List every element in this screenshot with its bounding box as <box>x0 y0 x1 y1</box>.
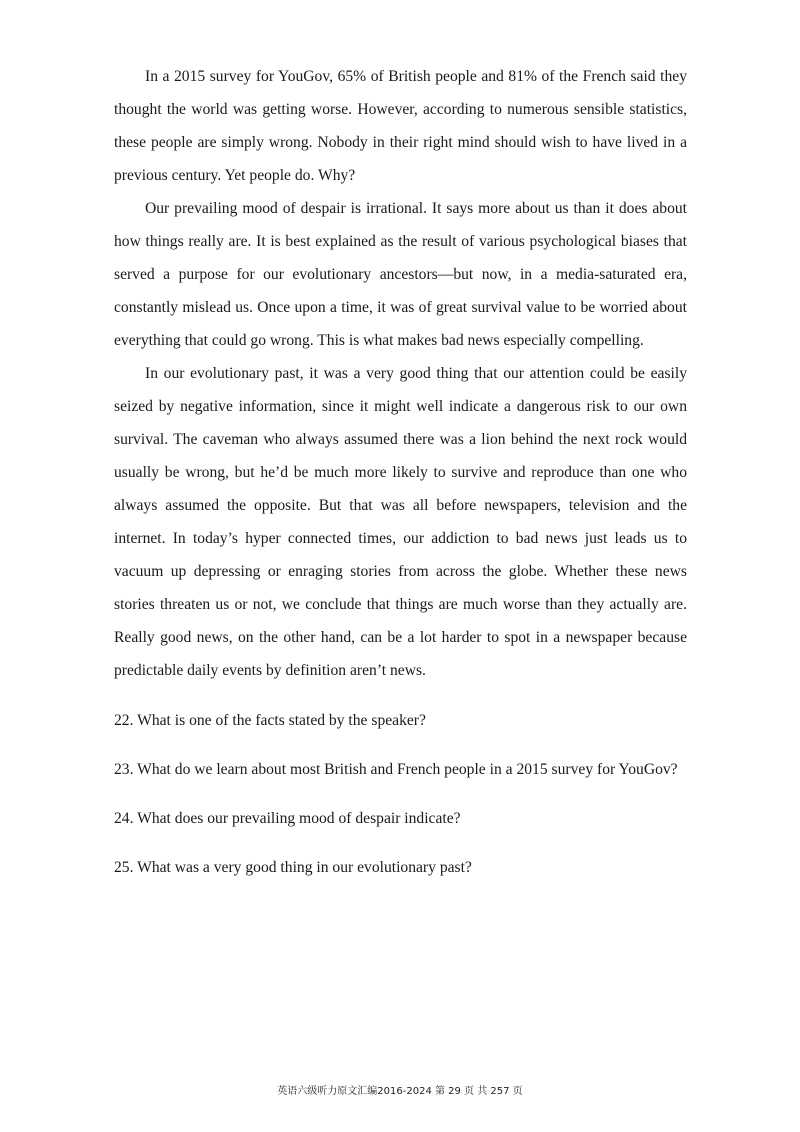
page-footer: 英语六级听力原文汇编2016-2024 第 29 页 共 257 页 <box>277 1086 523 1097</box>
question-23: 23. What do we learn about most British and French people in a 2015 survey for YouGov? <box>114 761 678 778</box>
passage-paragraph-2: Our prevailing mood of despair is irrational. It says more about us than it does about how things really are. It is best explained as the result of various psychological biases that served a purpose for our evolutionary ancestors—but now, in a media-saturated era, constantly mislead us. Once upon a time, it was of great survival value to be worried about everything that could go wrong. This is what makes bad news especially compelling. <box>114 200 687 349</box>
question-22: 22. What is one of the facts stated by the speaker? <box>114 712 426 729</box>
passage-paragraph-3: In our evolutionary past, it was a very good thing that our attention could be easily seized by negative information, since it might well indicate a dangerous risk to our own survival. The caveman who always assumed there was a lion behind the next rock would usually be wrong, but he’d be much more likely to survive and reproduce than one who always assumed the opposite. But that was all before newspapers, television and the internet. In today’s hyper connected times, our addiction to bad news just leads us to vacuum up depressing or enraging stories from across the globe. Whether these news stories threaten us or not, we conclude that things are much worse than they actually are. Really good news, on the other hand, can be a lot harder to spot in a newspaper because predictable daily events by definition aren’t news. <box>114 365 687 679</box>
page-content <box>114 60 687 900</box>
question-list <box>114 704 687 884</box>
question-24: 24. What does our prevailing mood of despair indicate? <box>114 810 461 827</box>
passage-paragraph-1: In a 2015 survey for YouGov, 65% of British people and 81% of the French said they thought the world was getting worse. However, according to numerous sensible statistics, these people are simply wrong. Nobody in their right mind should wish to have lived in a previous century. Yet people do. Why? <box>114 68 687 184</box>
passage <box>114 60 687 687</box>
question-25: 25. What was a very good thing in our evolutionary past? <box>114 859 472 876</box>
